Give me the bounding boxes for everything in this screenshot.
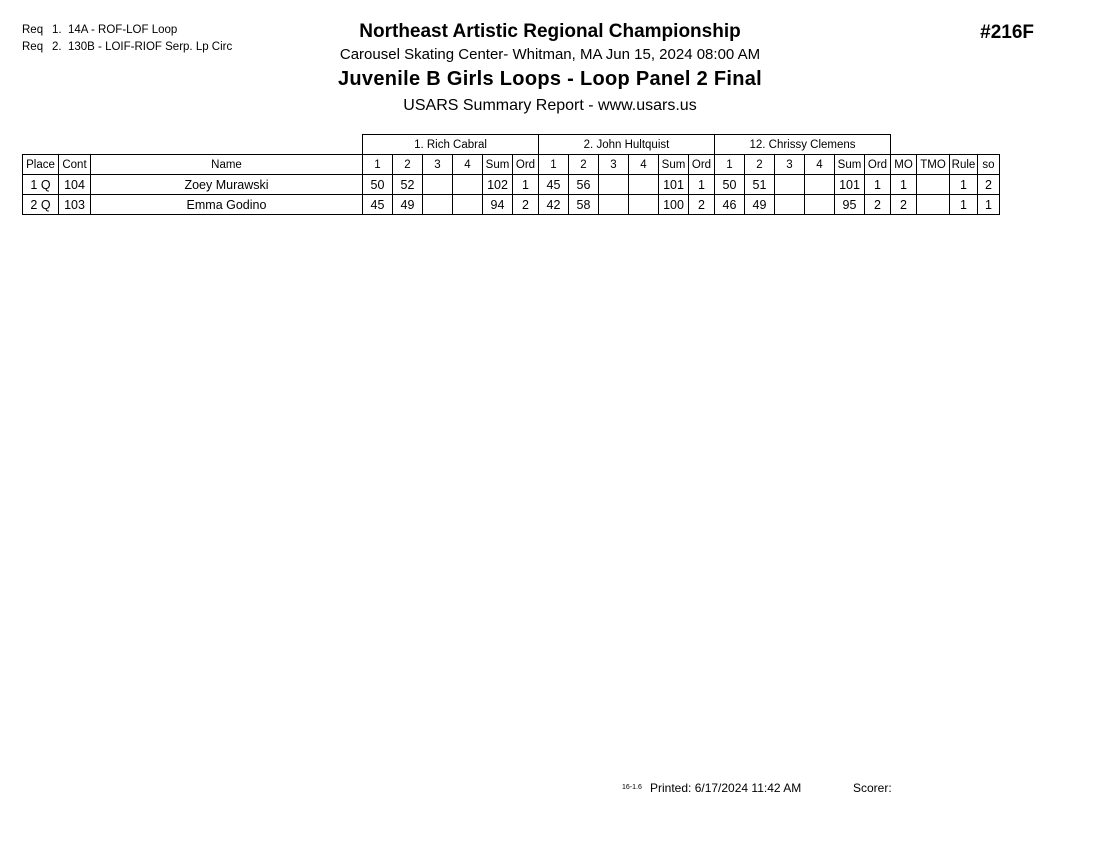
row-so: 1 xyxy=(978,195,1000,215)
header-j1-mark-1: 1 xyxy=(363,155,393,175)
report-subtitle: USARS Summary Report - www.usars.us xyxy=(403,97,697,114)
header-tmo: TMO xyxy=(917,155,950,175)
row-j2-sum: 101 xyxy=(659,175,689,195)
requirement-label: Req xyxy=(22,41,44,53)
row-j3-sum: 101 xyxy=(835,175,865,195)
requirement-number: 1. xyxy=(52,24,62,36)
row-j1-sum: 102 xyxy=(483,175,513,195)
footer-printed: Printed: 6/17/2024 11:42 AM xyxy=(650,781,802,795)
row-rule: 1 xyxy=(950,175,978,195)
row-j2-mark-4 xyxy=(629,195,659,215)
header-j3-mark-2: 2 xyxy=(745,155,775,175)
spacer-cell xyxy=(59,135,91,155)
row-j2-ord: 2 xyxy=(689,195,715,215)
header-j3-mark-1: 1 xyxy=(715,155,745,175)
row-j2-mark-2: 56 xyxy=(569,175,599,195)
row-j2-mark-1: 45 xyxy=(539,175,569,195)
score-table xyxy=(22,134,1000,215)
row-cont: 104 xyxy=(59,175,91,195)
spacer-cell xyxy=(950,135,978,155)
row-j3-mark-3 xyxy=(775,195,805,215)
column-header-row xyxy=(23,155,1000,175)
header-j2-mark-3: 3 xyxy=(599,155,629,175)
row-name: Zoey Murawski xyxy=(91,175,363,195)
row-j3-ord: 2 xyxy=(865,195,891,215)
row-j2-mark-3 xyxy=(599,175,629,195)
header-j1-ord: Ord xyxy=(513,155,539,175)
spacer-cell xyxy=(891,135,917,155)
row-j2-mark-2: 58 xyxy=(569,195,599,215)
header-j2-mark-2: 2 xyxy=(569,155,599,175)
row-j1-ord: 2 xyxy=(513,195,539,215)
table-row xyxy=(23,195,1000,215)
header-j2-mark-4: 4 xyxy=(629,155,659,175)
row-mo: 1 xyxy=(891,175,917,195)
header-j1-mark-4: 4 xyxy=(453,155,483,175)
row-j3-sum: 95 xyxy=(835,195,865,215)
row-place: 1 Q xyxy=(23,175,59,195)
row-tmo xyxy=(917,175,950,195)
row-j1-ord: 1 xyxy=(513,175,539,195)
row-j2-mark-1: 42 xyxy=(539,195,569,215)
row-j1-sum: 94 xyxy=(483,195,513,215)
spacer-cell xyxy=(23,135,59,155)
row-j2-mark-3 xyxy=(599,195,629,215)
row-j1-mark-1: 50 xyxy=(363,175,393,195)
row-j1-mark-4 xyxy=(453,175,483,195)
venue-and-date: Carousel Skating Center- Whitman, MA Jun 15, 2024 08:00 AM xyxy=(339,46,761,63)
row-j3-mark-2: 51 xyxy=(745,175,775,195)
row-j3-mark-1: 46 xyxy=(715,195,745,215)
event-title: Juvenile B Girls Loops - Loop Panel 2 Final xyxy=(337,68,763,90)
score-sheet xyxy=(22,134,1000,215)
header-j3-ord: Ord xyxy=(865,155,891,175)
row-j3-mark-4 xyxy=(805,195,835,215)
row-j2-sum: 100 xyxy=(659,195,689,215)
requirement-label: Req xyxy=(22,24,44,36)
header-j1-mark-2: 2 xyxy=(393,155,423,175)
header-j1-sum: Sum xyxy=(483,155,513,175)
requirement-number: 2. xyxy=(52,41,62,53)
row-j3-mark-1: 50 xyxy=(715,175,745,195)
spacer-cell xyxy=(91,135,363,155)
header-j2-ord: Ord xyxy=(689,155,715,175)
spacer-cell xyxy=(917,135,950,155)
competition-title: Northeast Artistic Regional Championship xyxy=(359,21,741,42)
row-so: 2 xyxy=(978,175,1000,195)
row-j3-mark-3 xyxy=(775,175,805,195)
header-j1-mark-3: 3 xyxy=(423,155,453,175)
table-row xyxy=(23,175,1000,195)
header-j3-mark-3: 3 xyxy=(775,155,805,175)
row-cont: 103 xyxy=(59,195,91,215)
row-j1-mark-1: 45 xyxy=(363,195,393,215)
header-cont: Cont xyxy=(59,155,91,175)
row-j3-mark-4 xyxy=(805,175,835,195)
header-name: Name xyxy=(91,155,363,175)
requirement-code: 130B - LOIF-RIOF Serp. Lp Circ xyxy=(68,41,233,53)
event-number: #216F xyxy=(980,22,1034,43)
header-so: so xyxy=(978,155,1000,175)
judge-header-row xyxy=(23,135,1000,155)
header-rule: Rule xyxy=(950,155,978,175)
row-j1-mark-3 xyxy=(423,175,453,195)
requirement-code: 14A - ROF-LOF Loop xyxy=(68,24,178,36)
judge-name-1: 1. Rich Cabral xyxy=(363,135,539,155)
header-j3-sum: Sum xyxy=(835,155,865,175)
row-j1-mark-4 xyxy=(453,195,483,215)
spacer-cell xyxy=(978,135,1000,155)
row-j1-mark-2: 49 xyxy=(393,195,423,215)
row-name: Emma Godino xyxy=(91,195,363,215)
row-j1-mark-2: 52 xyxy=(393,175,423,195)
row-tmo xyxy=(917,195,950,215)
judge-name-2: 2. John Hultquist xyxy=(539,135,715,155)
header-j2-mark-1: 1 xyxy=(539,155,569,175)
row-place: 2 Q xyxy=(23,195,59,215)
row-j2-ord: 1 xyxy=(689,175,715,195)
row-j1-mark-3 xyxy=(423,195,453,215)
row-j2-mark-4 xyxy=(629,175,659,195)
footer-scorer-label: Scorer: xyxy=(853,781,892,795)
header-j3-mark-4: 4 xyxy=(805,155,835,175)
row-j3-mark-2: 49 xyxy=(745,195,775,215)
header-mo: MO xyxy=(891,155,917,175)
row-rule: 1 xyxy=(950,195,978,215)
judge-name-3: 12. Chrissy Clemens xyxy=(715,135,891,155)
title-block xyxy=(0,20,1100,118)
header-place: Place xyxy=(23,155,59,175)
row-mo: 2 xyxy=(891,195,917,215)
footer-version-code: 16-1.6 xyxy=(622,784,642,791)
header-j2-sum: Sum xyxy=(659,155,689,175)
row-j3-ord: 1 xyxy=(865,175,891,195)
